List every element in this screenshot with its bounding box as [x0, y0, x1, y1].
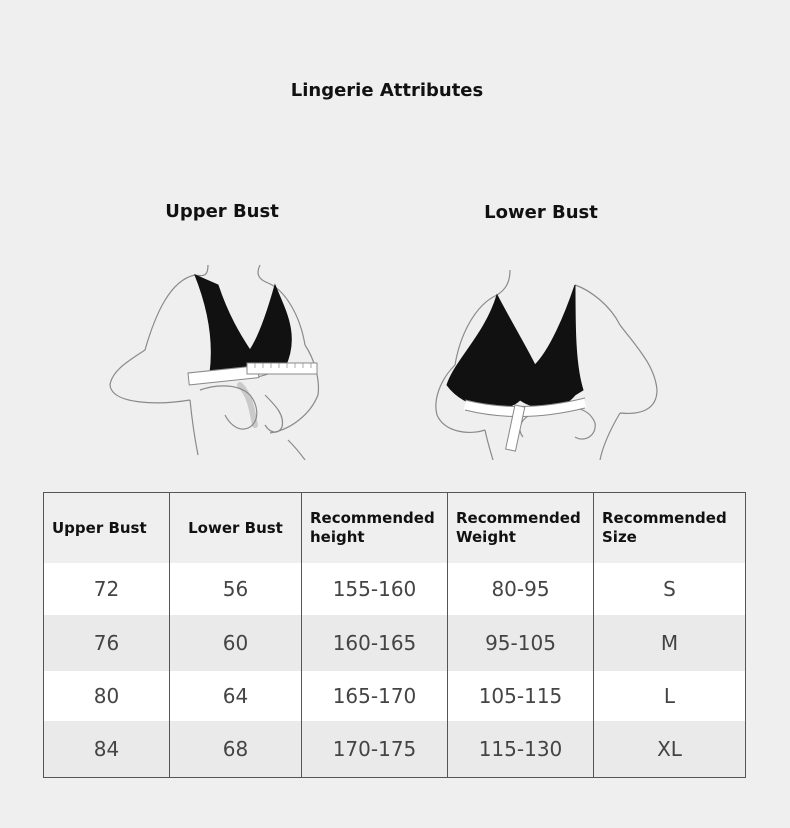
table-row: [44, 721, 746, 778]
cell-lower-bust: 64: [170, 671, 302, 721]
cell-lower-bust: 60: [170, 615, 302, 671]
cell-weight: 80-95: [448, 563, 594, 615]
cell-lower-bust: 68: [170, 721, 302, 778]
cell-height: 155-160: [302, 563, 448, 615]
header-recommended-height: Recommended height: [302, 493, 448, 564]
cell-size: L: [594, 671, 746, 721]
cell-height: 160-165: [302, 615, 448, 671]
table-row: [44, 615, 746, 671]
cell-weight: 95-105: [448, 615, 594, 671]
cell-weight: 115-130: [448, 721, 594, 778]
table-header-row: [44, 493, 746, 564]
lower-bust-illustration: [425, 265, 670, 460]
table-row: [44, 671, 746, 721]
lower-bust-label: Lower Bust: [484, 202, 598, 223]
header-upper-bust: Upper Bust: [44, 493, 170, 564]
cell-lower-bust: 56: [170, 563, 302, 615]
page-title: Lingerie Attributes: [290, 80, 484, 101]
cell-upper-bust: 80: [44, 671, 170, 721]
cell-height: 170-175: [302, 721, 448, 778]
upper-bust-illustration: [100, 255, 350, 460]
size-chart-table: [43, 492, 746, 778]
header-recommended-size: Recommended Size: [594, 493, 746, 564]
cell-weight: 105-115: [448, 671, 594, 721]
header-recommended-weight: Recommended Weight: [448, 493, 594, 564]
cell-upper-bust: 72: [44, 563, 170, 615]
cell-size: S: [594, 563, 746, 615]
cell-upper-bust: 84: [44, 721, 170, 778]
cell-size: XL: [594, 721, 746, 778]
cell-size: M: [594, 615, 746, 671]
cell-height: 165-170: [302, 671, 448, 721]
cell-upper-bust: 76: [44, 615, 170, 671]
upper-bust-label: Upper Bust: [165, 201, 279, 222]
table-row: [44, 563, 746, 615]
header-lower-bust: Lower Bust: [170, 493, 302, 564]
